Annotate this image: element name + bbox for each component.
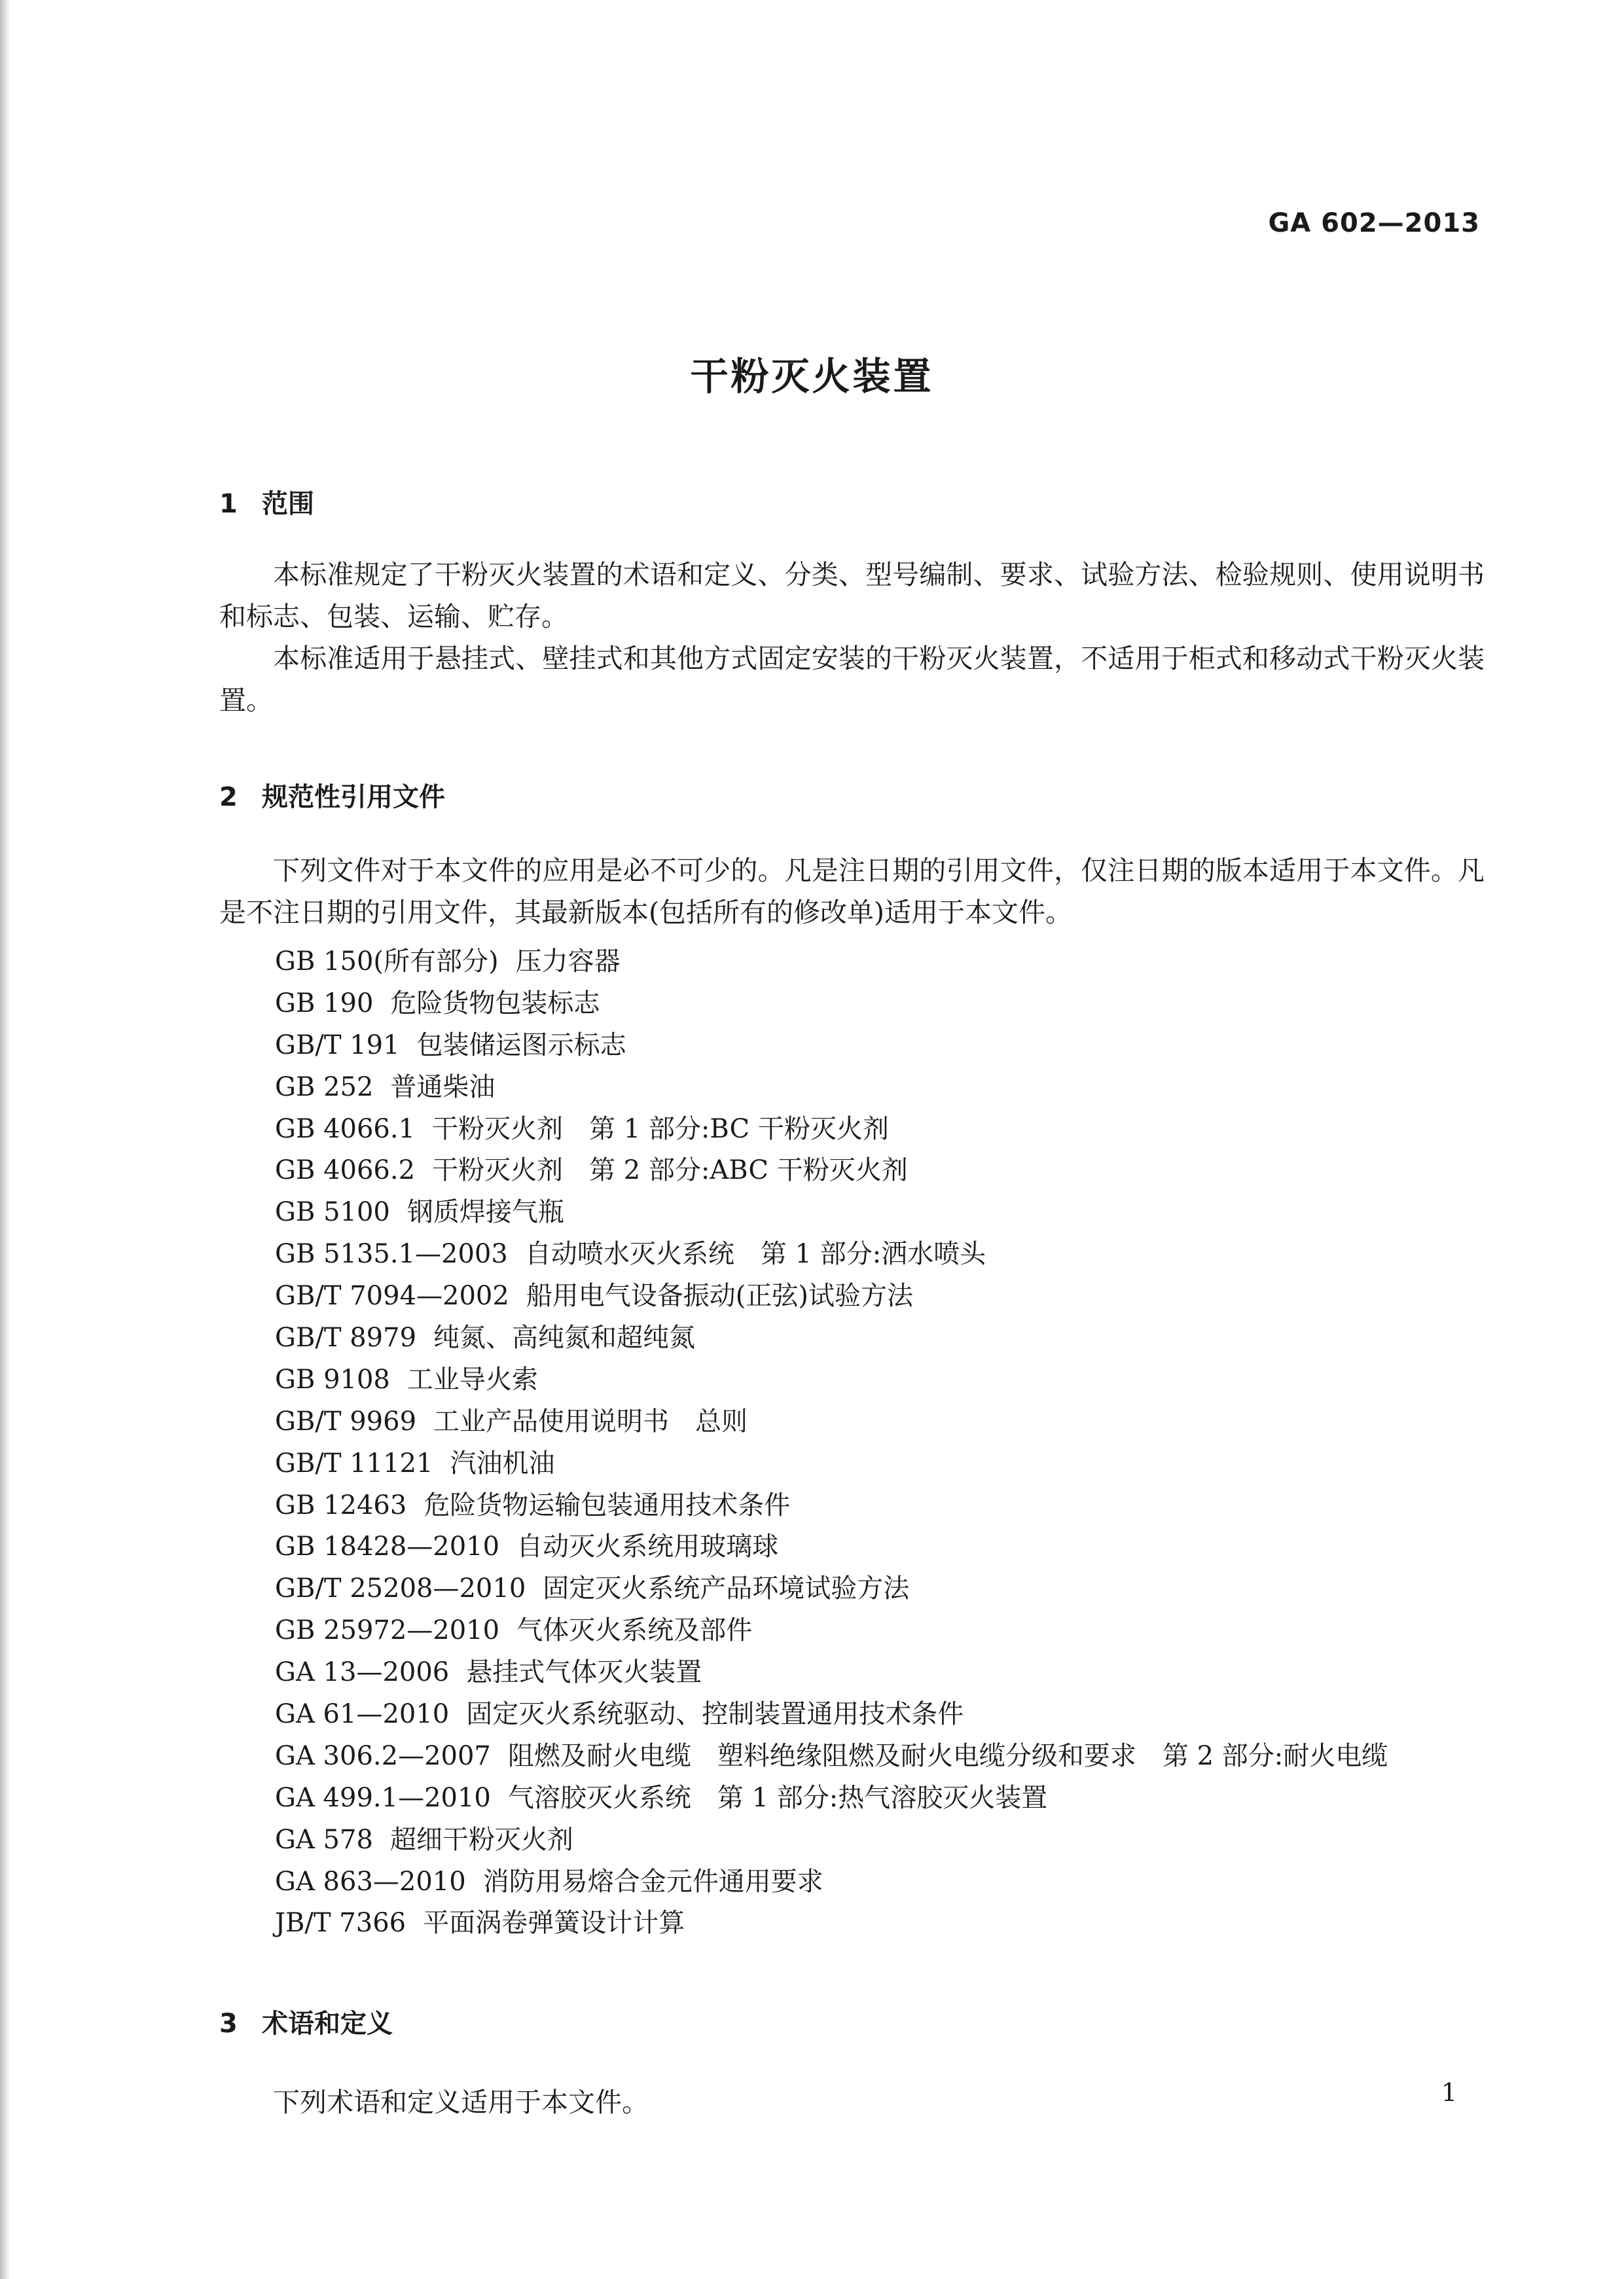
reference-item bbox=[275, 1568, 1388, 1610]
reference-code: GB 150(所有部分) bbox=[275, 946, 499, 977]
reference-code: GB 190 bbox=[275, 988, 374, 1018]
reference-item bbox=[275, 1359, 1388, 1401]
section-1-paragraph-1: 本标准规定了干粉灭火装置的术语和定义、分类、型号编制、要求、试验方法、检验规则、使用说明书和标志、包装、运输、贮存。 bbox=[219, 559, 1485, 632]
reference-list bbox=[275, 941, 1388, 1945]
reference-title: 悬挂式气体灭火装置 bbox=[466, 1657, 702, 1688]
reference-item bbox=[275, 1610, 1388, 1652]
page-number: 1 bbox=[1441, 2078, 1457, 2107]
reference-code: GB 25972—2010 bbox=[275, 1615, 500, 1646]
reference-title: 阻燃及耐火电缆 塑料绝缘阻燃及耐火电缆分级和要求 第 2 部分:耐火电缆 bbox=[507, 1740, 1388, 1771]
reference-item bbox=[275, 1318, 1388, 1359]
reference-item bbox=[275, 1526, 1388, 1568]
reference-item bbox=[275, 1736, 1388, 1778]
section-3-paragraph-1: 下列术语和定义适用于本文件。 bbox=[273, 2087, 649, 2118]
reference-item bbox=[275, 1861, 1388, 1903]
section-2-paragraph-1: 下列文件对于本文件的应用是必不可少的。凡是注日期的引用文件，仅注日期的版本适用于本文件。凡是不注日期的引用文件，其最新版本(包括所有的修改单)适用于本文件。 bbox=[219, 855, 1485, 928]
reference-item bbox=[275, 1820, 1388, 1861]
reference-title: 干粉灭火剂 第 2 部分:ABC 干粉灭火剂 bbox=[432, 1155, 908, 1186]
reference-code: GB/T 191 bbox=[275, 1030, 400, 1060]
reference-code: GB 5100 bbox=[275, 1197, 390, 1228]
reference-code: GB/T 25208—2010 bbox=[275, 1573, 526, 1604]
reference-code: JB/T 7366 bbox=[275, 1908, 406, 1939]
reference-title: 纯氮、高纯氮和超纯氮 bbox=[433, 1323, 696, 1354]
reference-item bbox=[275, 1150, 1388, 1192]
reference-title: 普通柴油 bbox=[390, 1071, 496, 1102]
section-title: 规范性引用文件 bbox=[262, 782, 445, 812]
reference-item bbox=[275, 1192, 1388, 1234]
reference-item bbox=[275, 1694, 1388, 1736]
reference-item bbox=[275, 1778, 1388, 1820]
reference-code: GB/T 9969 bbox=[275, 1406, 417, 1437]
reference-code: GB 252 bbox=[275, 1071, 374, 1102]
page-title: 干粉灭火装置 bbox=[690, 354, 934, 399]
reference-title: 钢质焊接气瓶 bbox=[406, 1197, 564, 1228]
reference-title: 气溶胶灭火系统 第 1 部分:热气溶胶灭火装置 bbox=[507, 1782, 1048, 1813]
reference-title: 危险货物包装标志 bbox=[390, 988, 600, 1018]
section-title: 术语和定义 bbox=[262, 2009, 393, 2039]
doc-code: GA 602—2013 bbox=[1268, 208, 1480, 238]
reference-item bbox=[275, 941, 1388, 983]
reference-item bbox=[275, 1443, 1388, 1485]
reference-item bbox=[275, 1903, 1388, 1945]
reference-code: GB 9108 bbox=[275, 1364, 390, 1395]
reference-code: GB 5135.1—2003 bbox=[275, 1239, 508, 1270]
reference-code: GA 499.1—2010 bbox=[275, 1782, 491, 1813]
section-number: 2 bbox=[219, 782, 238, 812]
reference-title: 超细干粉灭火剂 bbox=[389, 1824, 573, 1855]
reference-code: GB 18428—2010 bbox=[275, 1532, 500, 1562]
reference-code: GA 13—2006 bbox=[275, 1657, 450, 1688]
reference-title: 气体灭火系统及部件 bbox=[516, 1615, 753, 1646]
reference-code: GA 863—2010 bbox=[275, 1866, 466, 1897]
reference-title: 汽油机油 bbox=[450, 1448, 555, 1479]
reference-title: 自动灭火系统用玻璃球 bbox=[516, 1532, 779, 1562]
reference-item bbox=[275, 1234, 1388, 1276]
reference-code: GB 12463 bbox=[275, 1490, 407, 1520]
reference-item bbox=[275, 1485, 1388, 1527]
reference-title: 工业导火索 bbox=[406, 1364, 538, 1395]
reference-item bbox=[275, 983, 1388, 1025]
section-1-heading bbox=[219, 483, 314, 520]
scan-edge bbox=[0, 0, 10, 2279]
reference-title: 平面涡卷弹簧设计计算 bbox=[423, 1908, 685, 1939]
reference-title: 包装储运图示标志 bbox=[416, 1030, 626, 1060]
reference-item bbox=[275, 1401, 1388, 1443]
section-2-heading bbox=[219, 776, 445, 814]
section-title: 范围 bbox=[262, 489, 314, 519]
reference-code: GB/T 7094—2002 bbox=[275, 1281, 509, 1312]
reference-title: 固定灭火系统产品环境试验方法 bbox=[543, 1573, 910, 1604]
reference-title: 工业产品使用说明书 总则 bbox=[433, 1406, 748, 1437]
reference-title: 自动喷水灭火系统 第 1 部分:洒水喷头 bbox=[524, 1239, 986, 1270]
reference-title: 危险货物运输包装通用技术条件 bbox=[424, 1490, 791, 1520]
reference-code: GA 306.2—2007 bbox=[275, 1740, 491, 1771]
section-number: 1 bbox=[219, 489, 238, 519]
reference-title: 消防用易熔合金元件通用要求 bbox=[482, 1866, 823, 1897]
reference-title: 固定灭火系统驱动、控制装置通用技术条件 bbox=[466, 1699, 964, 1730]
reference-code: GA 578 bbox=[275, 1824, 373, 1855]
reference-code: GA 61—2010 bbox=[275, 1699, 450, 1730]
section-number: 3 bbox=[219, 2009, 238, 2039]
reference-item bbox=[275, 1652, 1388, 1694]
section-3-heading bbox=[219, 2003, 393, 2040]
reference-code: GB/T 11121 bbox=[275, 1448, 433, 1479]
reference-title: 船用电气设备振动(正弦)试验方法 bbox=[526, 1281, 914, 1312]
reference-code: GB/T 8979 bbox=[275, 1323, 417, 1354]
reference-title: 干粉灭火剂 第 1 部分:BC 干粉灭火剂 bbox=[432, 1113, 889, 1144]
reference-item bbox=[275, 1109, 1388, 1151]
reference-code: GB 4066.2 bbox=[275, 1155, 416, 1186]
reference-item bbox=[275, 1025, 1388, 1067]
reference-item bbox=[275, 1067, 1388, 1109]
reference-title: 压力容器 bbox=[515, 946, 621, 977]
reference-code: GB 4066.1 bbox=[275, 1113, 416, 1144]
section-1-paragraph-2: 本标准适用于悬挂式、壁挂式和其他方式固定安装的干粉灭火装置，不适用于柜式和移动式干粉灭火装置。 bbox=[219, 643, 1485, 716]
reference-item bbox=[275, 1276, 1388, 1318]
